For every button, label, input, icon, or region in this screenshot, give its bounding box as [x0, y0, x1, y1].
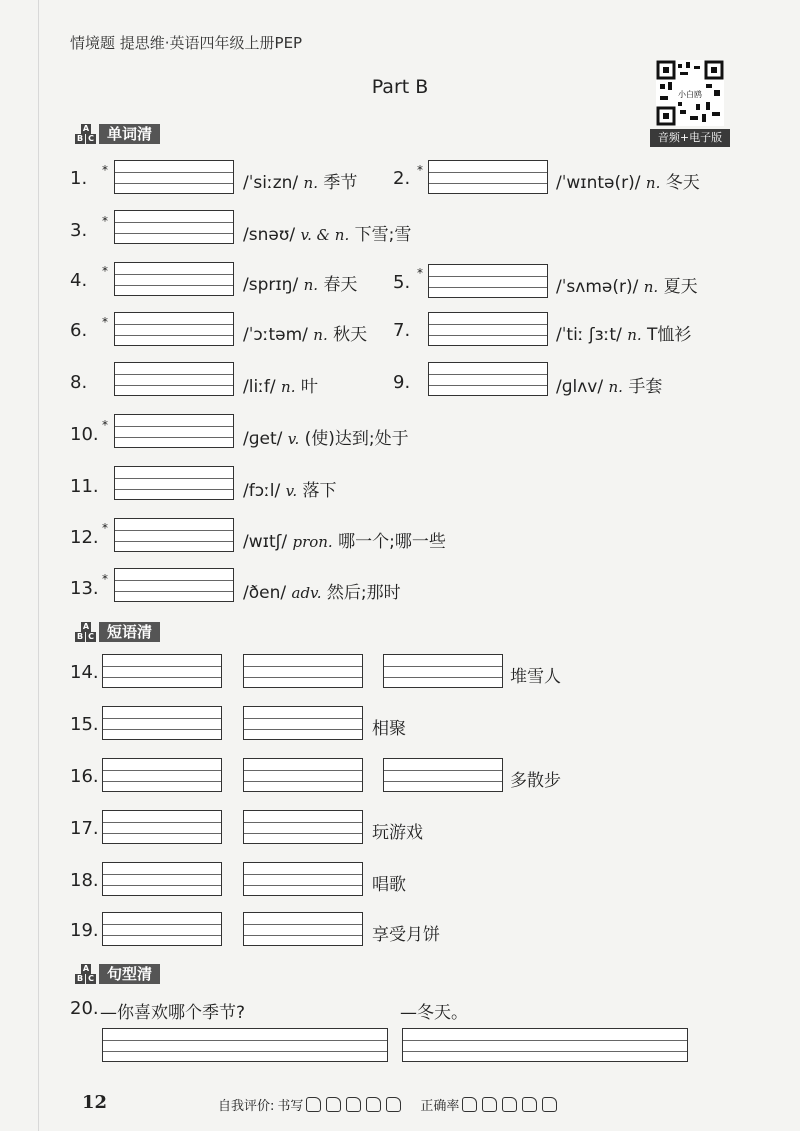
section-phrases: A B C 短语清: [75, 622, 160, 642]
phrase-meaning: 享受月饼: [372, 925, 440, 945]
word-input[interactable]: [114, 466, 234, 500]
phrase-input[interactable]: [243, 654, 363, 688]
qr-center-label: 小白鸥: [678, 90, 702, 99]
phrase-input[interactable]: [102, 912, 222, 946]
phrase-input[interactable]: [243, 862, 363, 896]
word-definition: /ɡet/ v. (使)达到;处于: [243, 429, 409, 449]
word-definition: /ˈsʌmə(r)/ n. 夏天: [556, 277, 698, 297]
word-input[interactable]: [114, 414, 234, 448]
sentence-question: —你喜欢哪个季节?: [100, 1003, 246, 1023]
word-number: 6.: [70, 320, 88, 341]
sentence-input-answer[interactable]: [402, 1028, 688, 1062]
word-number: 12.: [70, 527, 99, 548]
word-number: 10.: [70, 424, 99, 445]
word-definition: /ˈtiː ʃɜːt/ n. T恤衫: [556, 325, 692, 345]
phrase-input[interactable]: [243, 706, 363, 740]
phrase-number: 16.: [70, 766, 99, 787]
writing-label: 书写: [277, 1099, 304, 1114]
word-input[interactable]: [114, 362, 234, 396]
phrase-meaning: 唱歌: [372, 875, 406, 895]
word-input[interactable]: [428, 312, 548, 346]
phrase-input[interactable]: [243, 758, 363, 792]
section-sentences: A B C 句型清: [75, 964, 160, 984]
word-definition: /liːf/ n. 叶: [243, 377, 318, 397]
phrase-number: 18.: [70, 870, 99, 891]
book-header: 情境题 提思维·英语四年级上册PEP: [70, 34, 303, 52]
word-input[interactable]: [114, 518, 234, 552]
phrase-input[interactable]: [102, 706, 222, 740]
page-edge: [38, 0, 39, 1131]
phrase-input[interactable]: [102, 758, 222, 792]
word-definition: /fɔːl/ v. 落下: [243, 481, 337, 501]
self-eval-label: 自我评价:: [218, 1099, 275, 1114]
phrase-meaning: 堆雪人: [510, 667, 561, 687]
phrase-input[interactable]: [383, 654, 503, 688]
word-definition: /ˈsiːzn/ n. 季节: [243, 173, 358, 193]
qr-label: 音频+电子版: [650, 129, 730, 147]
thumb-icon[interactable]: [386, 1097, 401, 1112]
word-number: 9.: [393, 372, 411, 393]
phrase-meaning: 多散步: [510, 771, 561, 791]
phrase-input[interactable]: [243, 912, 363, 946]
part-title: Part B: [371, 76, 429, 98]
phrase-meaning: 玩游戏: [372, 823, 423, 843]
section-words: A B C 单词清: [75, 124, 160, 144]
accuracy-label: 正确率: [420, 1099, 460, 1114]
abc-icon: A B C: [75, 964, 97, 984]
word-number: 4.: [70, 270, 88, 291]
qr-code[interactable]: [656, 60, 724, 126]
phrase-input[interactable]: [383, 758, 503, 792]
thumb-icon[interactable]: [542, 1097, 557, 1112]
word-input[interactable]: [114, 160, 234, 194]
sentence-answer: —冬天。: [400, 1003, 468, 1023]
sentence-number: 20.: [70, 998, 99, 1019]
abc-icon: A B C: [75, 622, 97, 642]
phrase-input[interactable]: [102, 862, 222, 896]
thumb-icon[interactable]: [462, 1097, 477, 1112]
phrase-number: 14.: [70, 662, 99, 683]
word-definition: /sprɪŋ/ n. 春天: [243, 275, 358, 295]
word-definition: /ˈwɪntə(r)/ n. 冬天: [556, 173, 700, 193]
phrase-number: 17.: [70, 818, 99, 839]
thumb-icon[interactable]: [482, 1097, 497, 1112]
word-number: 11.: [70, 476, 99, 497]
phrase-input[interactable]: [102, 654, 222, 688]
phrase-input[interactable]: [243, 810, 363, 844]
phrase-number: 19.: [70, 920, 99, 941]
phrase-number: 15.: [70, 714, 99, 735]
word-number: 13.: [70, 578, 99, 599]
word-number: 5.: [393, 272, 411, 293]
word-input[interactable]: [428, 362, 548, 396]
word-input[interactable]: [428, 264, 548, 298]
thumb-icon[interactable]: [306, 1097, 321, 1112]
word-definition: /ˈɔːtəm/ n. 秋天: [243, 325, 368, 345]
thumb-icon[interactable]: [522, 1097, 537, 1112]
word-input[interactable]: [114, 568, 234, 602]
word-input[interactable]: [114, 262, 234, 296]
word-definition: /snəʊ/ v. & n. 下雪;雪: [243, 225, 412, 245]
word-definition: /ɡlʌv/ n. 手套: [556, 377, 663, 397]
word-definition: /ðen/ adv. 然后;那时: [243, 583, 401, 603]
phrase-input[interactable]: [102, 810, 222, 844]
page-number: 12: [82, 1092, 108, 1113]
word-input[interactable]: [114, 312, 234, 346]
phrase-meaning: 相聚: [372, 719, 406, 739]
thumb-icon[interactable]: [366, 1097, 381, 1112]
word-number: 7.: [393, 320, 411, 341]
thumb-icon[interactable]: [326, 1097, 341, 1112]
sentence-input-question[interactable]: [102, 1028, 388, 1062]
word-input[interactable]: [114, 210, 234, 244]
self-evaluation: [218, 1095, 559, 1114]
word-input[interactable]: [428, 160, 548, 194]
word-definition: /wɪtʃ/ pron. 哪一个;哪一些: [243, 532, 446, 552]
thumb-icon[interactable]: [502, 1097, 517, 1112]
thumb-icon[interactable]: [346, 1097, 361, 1112]
word-number: 8.: [70, 372, 88, 393]
abc-icon: A B C: [75, 124, 97, 144]
word-number: 1.: [70, 168, 88, 189]
word-number: 2.: [393, 168, 411, 189]
word-number: 3.: [70, 220, 88, 241]
